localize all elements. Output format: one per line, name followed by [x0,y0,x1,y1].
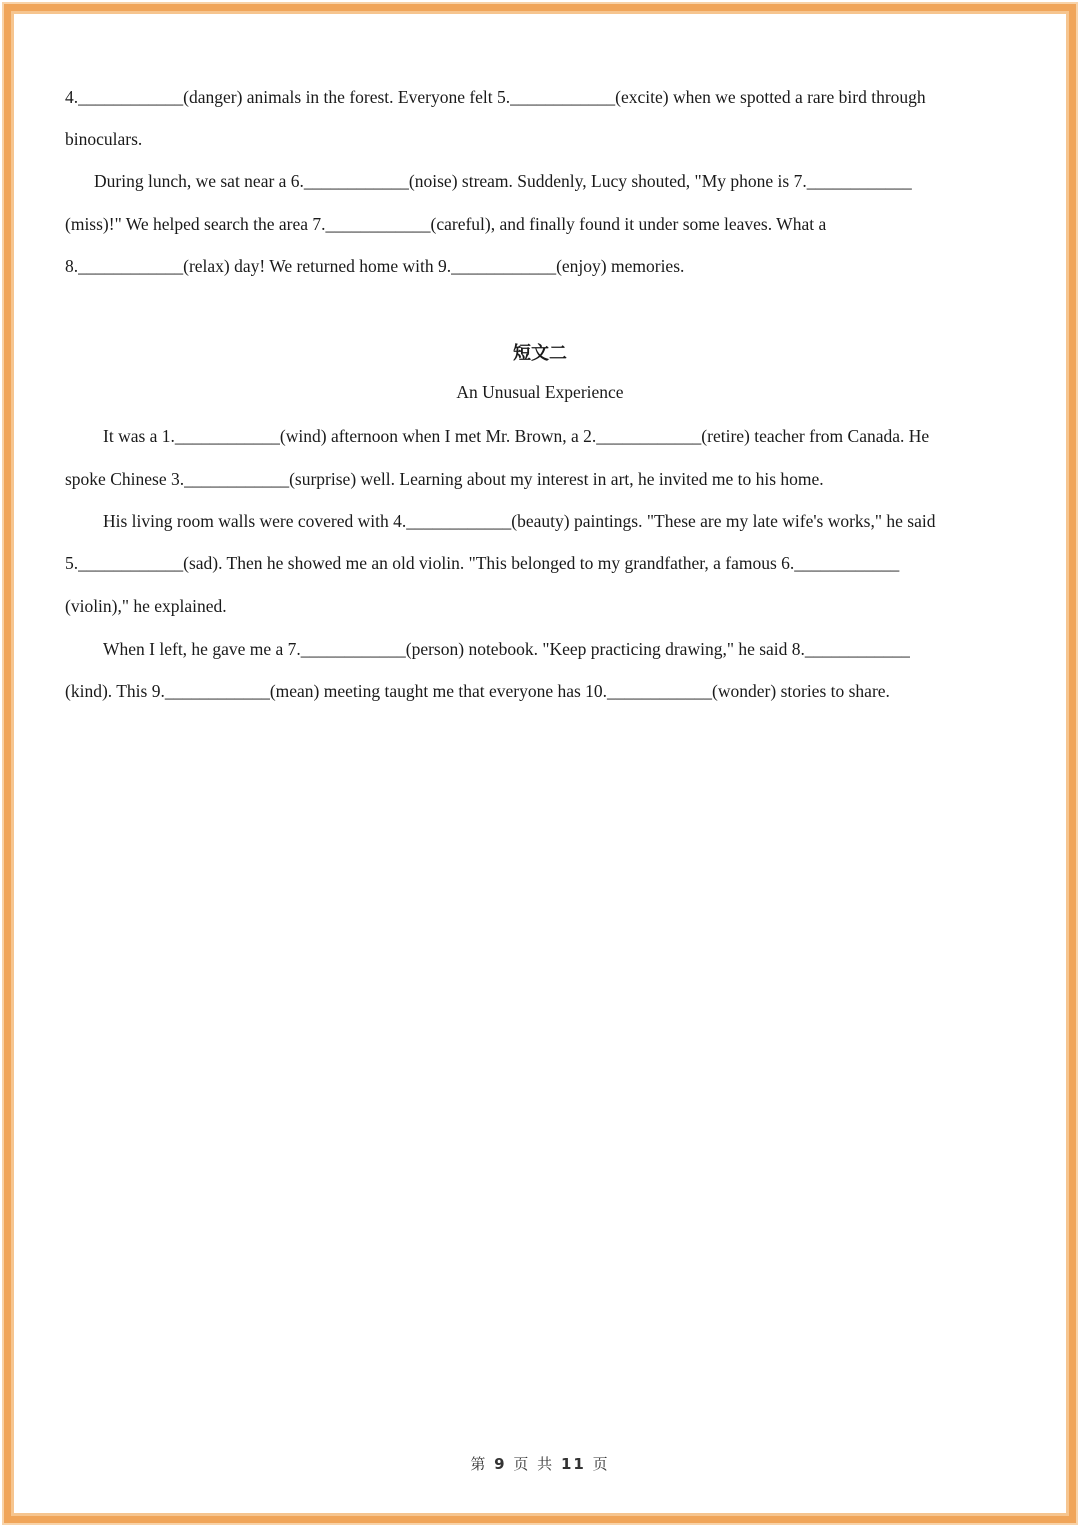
passage2-line-7: (kind). This 9.____________(mean) meeting taught me that everyone has 10.____________(wonder) stories to share. [65,681,890,701]
footer-suffix: 页 [592,1455,610,1473]
passage1-line-2: binoculars. [65,129,143,149]
passage1-line-3: During lunch, we sat near a 6.____________(noise) stream. Suddenly, Lucy shouted, "My phone is 7.____________ [94,171,912,191]
footer-middle: 页 共 [513,1455,555,1473]
passage2-line-3: His living room walls were covered with 4.____________(beauty) paintings. "These are my late wife's works," he said [103,511,936,531]
passage2-title: An Unusual Experience [456,382,624,402]
passage1-line-4: (miss)!" We helped search the area 7.____________(careful), and finally found it under some leaves. What a [65,214,827,234]
footer-total-pages: 11 [560,1455,586,1473]
footer-current-page: 9 [494,1455,507,1473]
passage2-line-6: When I left, he gave me a 7.____________(person) notebook. "Keep practicing drawing," he said 8.____________ [103,639,910,659]
passage2-line-5: (violin)," he explained. [65,596,227,616]
passage2-line-4: 5.____________(sad). Then he showed me an old violin. "This belonged to my grandfather, a famous 6.____________ [65,553,900,573]
passage1-line-1: 4.____________(danger) animals in the forest. Everyone felt 5.____________(excite) when we spotted a rare bird through [65,87,926,107]
page-footer [0,1453,1080,1474]
passage1-line-5: 8.____________(relax) day! We returned home with 9.____________(enjoy) memories. [65,256,685,276]
passage2-line-2: spoke Chinese 3.____________(surprise) well. Learning about my interest in art, he invited me to his home. [65,469,824,489]
passage2-line-1: It was a 1.____________(wind) afternoon when I met Mr. Brown, a 2.____________(retire) teacher from Canada. He [103,426,930,446]
passage2-heading: 短文二 [513,343,567,364]
footer-prefix: 第 [470,1455,488,1473]
